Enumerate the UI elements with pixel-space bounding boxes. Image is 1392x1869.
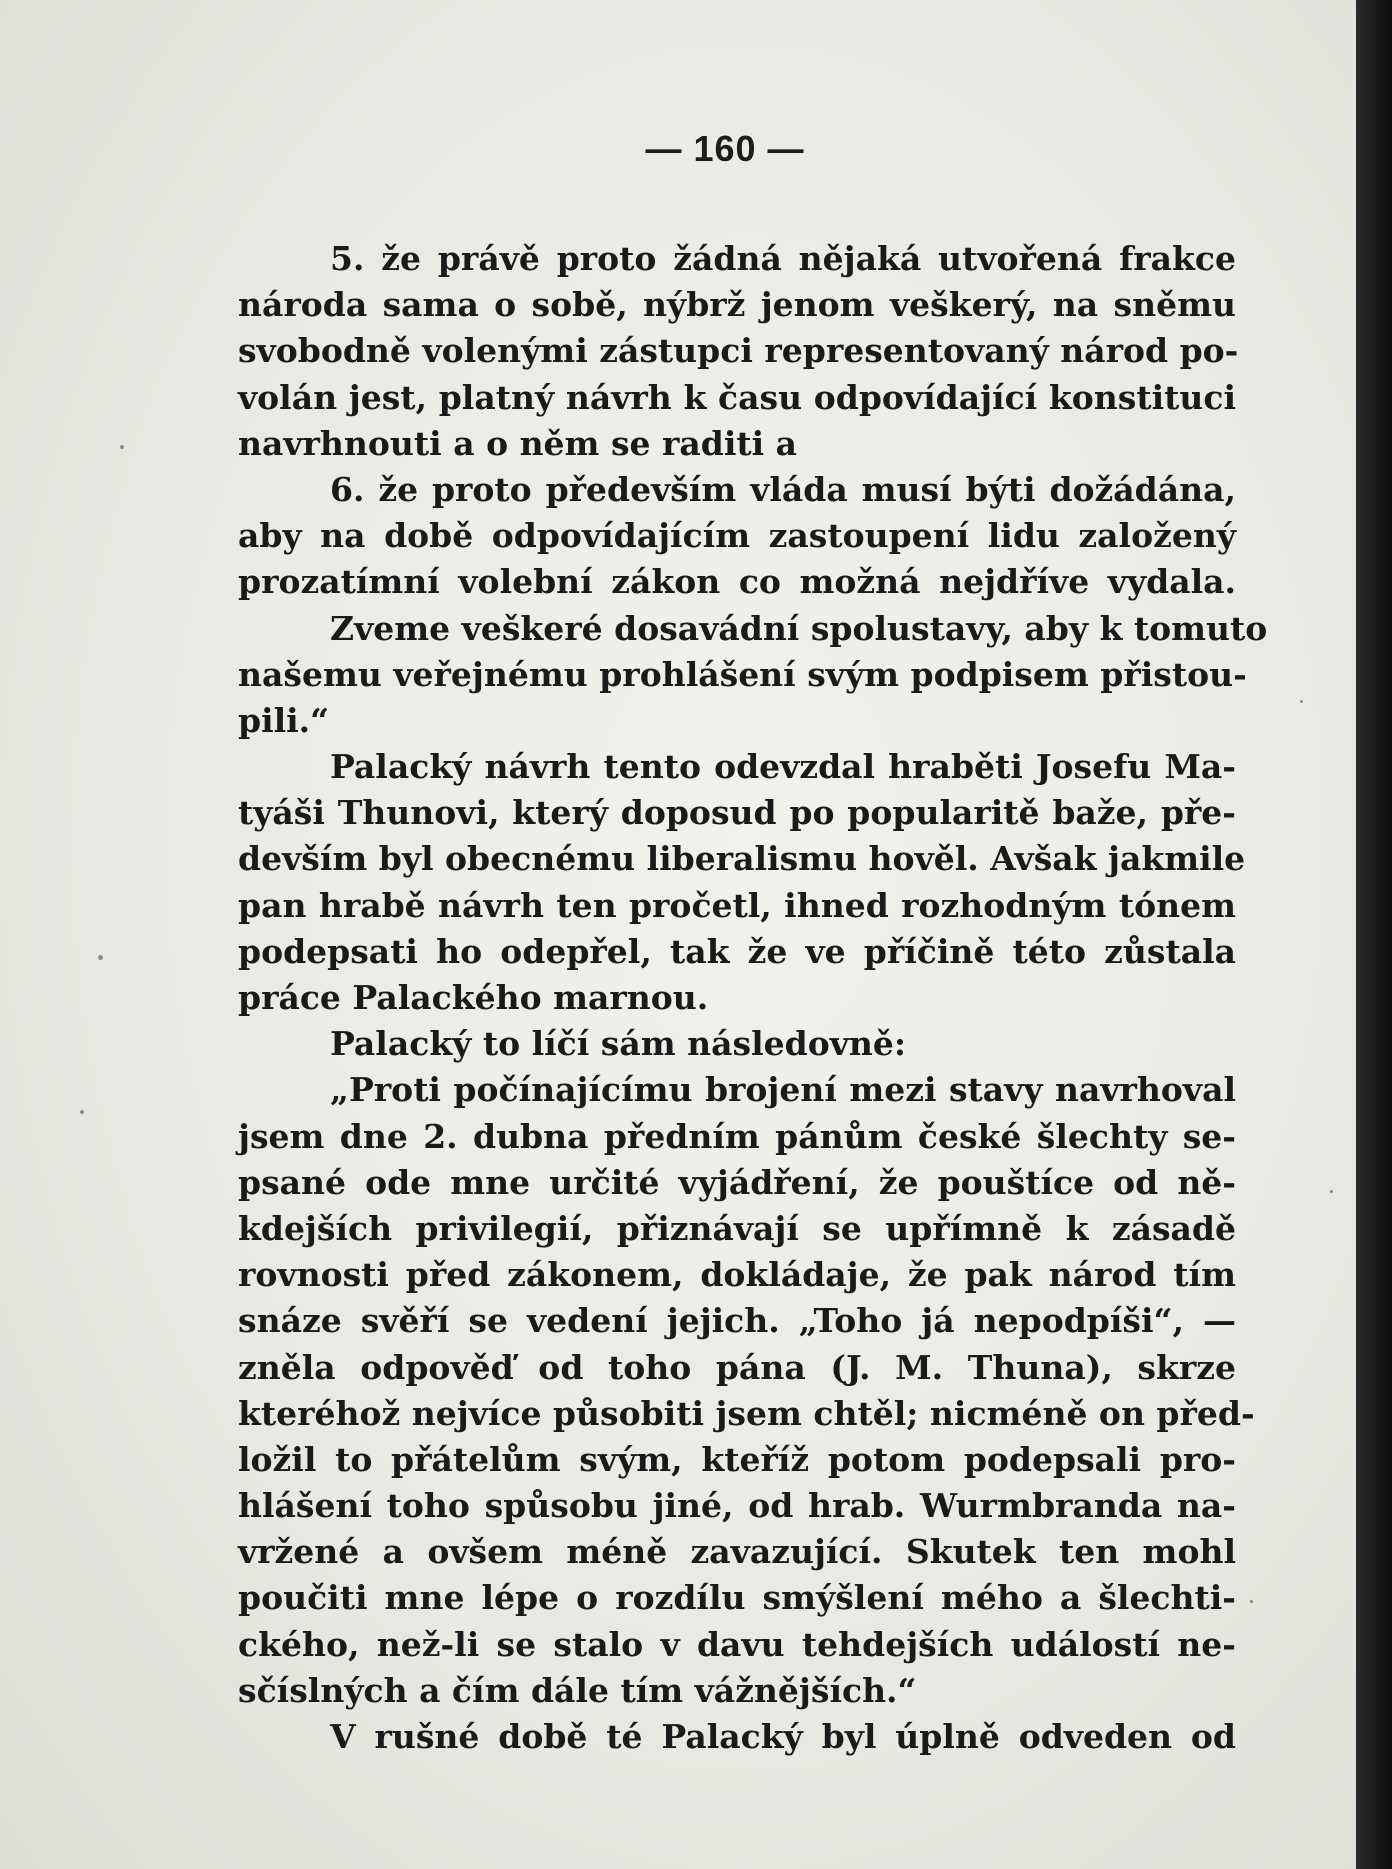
text-line: psané ode mne určité vyjádření, že pouštíce od ně- [238, 1162, 1236, 1202]
text-line: kteréhož nejvíce působiti jsem chtěl; nicméně on před- [238, 1393, 1255, 1433]
text-line: svobodně volenými zástupci representovaný národ po- [238, 331, 1239, 371]
text-line: Zveme veškeré dosavádní spolustavy, aby k tomuto [330, 608, 1268, 648]
text-line: „Proti počínajícímu brojení mezi stavy navrhoval [330, 1070, 1236, 1110]
book-spine-shadow [1356, 0, 1392, 1869]
body-text [238, 236, 1268, 1760]
text-line: ložil to přátelům svým, kteříž potom podepsali pro- [238, 1439, 1236, 1479]
text-line: tyáši Thunovi, který doposud po popularitě baže, pře- [238, 793, 1236, 833]
text-line: devším byl obecnému liberalismu hověl. Avšak jakmile [238, 839, 1246, 879]
text-line: podepsati ho odepřel, tak že ve příčině této zůstala [238, 931, 1236, 971]
text-line: Palacký to líčí sám následovně: [330, 1024, 907, 1064]
text-line: pan hrabě návrh ten pročetl, ihned rozhodným tónem [238, 885, 1236, 925]
text-line: jsem dne 2. dubna předním pánům české šlechty se- [238, 1116, 1236, 1156]
text-line: národa sama o sobě, nýbrž jenom veškerý, na sněmu [238, 285, 1236, 325]
text-line: pili.“ [238, 700, 330, 740]
text-line: rovnosti před zákonem, dokládaje, že pak národ tím [238, 1255, 1236, 1295]
page-number: — 160 — [645, 128, 805, 169]
text-line: zněla odpověď od toho pána (J. M. Thuna), skrze [238, 1347, 1236, 1387]
text-line: hlášení toho spůsobu jiné, od hrab. Wurmbranda na- [238, 1486, 1236, 1526]
text-line: aby na době odpovídajícím zastoupení lidu založený [238, 516, 1236, 556]
text-line: práce Palackého marnou. [238, 978, 709, 1017]
text-line: sčíslných a čím dále tím vážnějších.“ [238, 1670, 917, 1710]
text-line: prozatímní volební zákon co možná nejdříve vydala. [238, 562, 1236, 602]
text-line: poučiti mne lépe o rozdílu smýšlení mého a šlechti- [238, 1578, 1236, 1618]
text-line: vržené a ovšem méně zavazující. Skutek ten mohl [238, 1532, 1236, 1572]
text-line: ckého, než-li se stalo v davu tehdejších událostí ne- [238, 1624, 1236, 1664]
text-line: Palacký návrh tento odevzdal hraběti Josefu Ma- [330, 747, 1236, 787]
text-line: našemu veřejnému prohlášení svým podpisem přistou- [238, 654, 1247, 694]
text-line: kdejších privilegií, přiznávají se upřímně k zásadě [238, 1208, 1236, 1248]
text-line: snáze svěří se vedení jejich. „Toho já nepodpíši“, — [238, 1301, 1236, 1341]
text-line: volán jest, platný návrh k času odpovídající konstituci [238, 377, 1236, 417]
text-line: 6. že proto především vláda musí býti dožádána, [330, 469, 1236, 509]
text-line: 5. že právě proto žádná nějaká utvořená frakce [330, 239, 1236, 278]
text-line: navrhnouti a o něm se raditi a [238, 423, 798, 463]
text-line: V rušné době té Palacký byl úplně odveden od [330, 1717, 1236, 1756]
